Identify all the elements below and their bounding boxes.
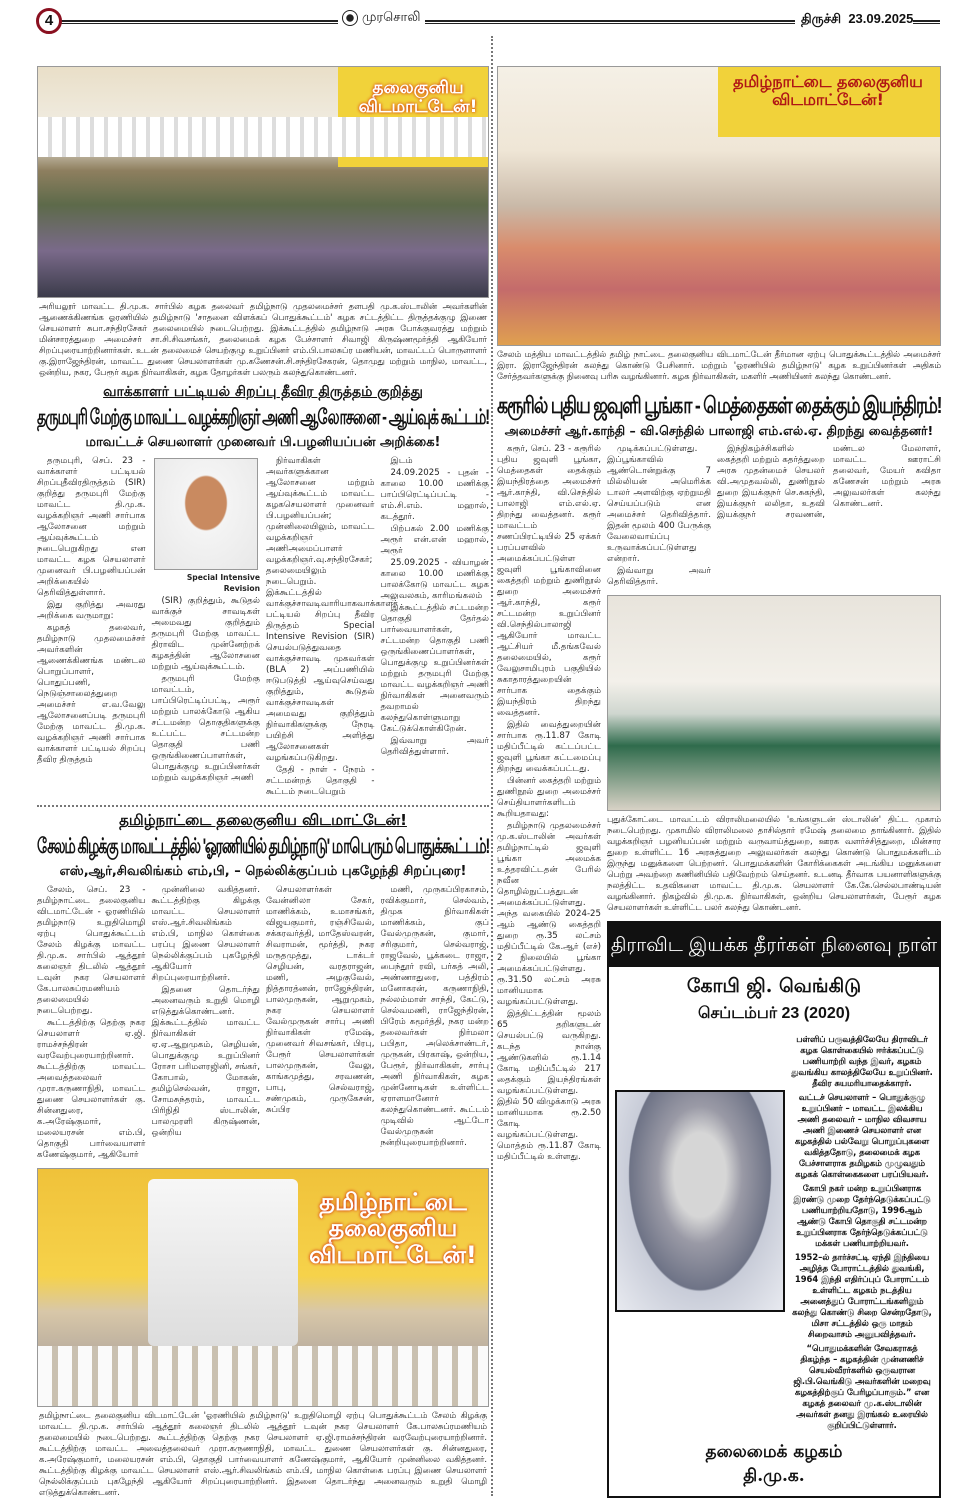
paragraph: கழகத் தலைவர், தமிழ்நாடு முதலமைச்சர் அவர்களின் ஆணைக்கிணங்க மண்டல பொறுப்பாளர், பொதுப்பணி, நெடுஞ்சாலைத்துறை அமைச்சர் எ.வ.வேலு ஆலோசனைப்படி தருமபுரி மேற்கு மாவட்ட தி.மு.க. வழக்கறிஞர் அணி சார்பாக வாக்காளர் பட்டியல் சிறப்பு தீவிர திருத்தம் — [37, 623, 146, 765]
paragraph: இவ்வாறு அவர் தெரிவித்தார். — [607, 566, 711, 587]
article2-column-4 — [381, 885, 490, 1162]
article2-headline: சேலம் கிழக்கு மாவட்டத்தில் 'ஓரணியில் தமிழ்நாடு' மாபெரும் பொதுக்கூட்டம்! — [37, 835, 489, 858]
paragraph: கூட்டத்திற்கு தெற்கு நகர செயலாளர் ஏ.ஜி. ராமச்சந்திரன் வரவேற்புரையாற்றினார். கூட்டத்திற்கு மாவட்ட அவைத்தலைவர் முரா.கருணாநிதி, மாவட்ட துணை செயலாளர்கள் கு. சின்னதுரை, க.அரேஷ்குமார், மலையரசன் எம்.பி, தொகுதி பார்வையாளர் கணேஷ்குமார், ஆகியோர் — [37, 1018, 146, 1160]
paragraph: இந்நிகழ்ச்சிகளில் கைத்தறி மற்றும் கதர்த்துறை அரசு முதன்மைச் செயலர் வி.அமுதவல்லி, துணிநூல் துறை இயக்குநர் செ.சுகந்தி, இயக்குநர் லலிதா, உதவி இயக்குநர் சரவணன், மண்டல மேலாளர், மாவட்ட ஊராட்சி தலைவர், மேயர் கவிதா கணேசன் மற்றும் அரசு அலுவலர்கள் கலந்து கொண்டனர். — [717, 444, 941, 520]
murasoli-logo-icon — [342, 10, 358, 26]
paragraph: மணி, முருகப்பிரகாசம், ரவிக்குமார், செல்வம், திமுக நிர்வாகிகள் மாணிக்கம், குப் வேல்முருகன், குமார், சரிகுமார், செல்வராஜ், ராஜவேல், பூக்கடை ராஜா, பைந்தூர் ரவி, பர்கத் அலி, அண்ணாதுரை, பத்திரம் மனோகரன், கருணாநிதி, நல்லம்மாள் சாந்தி, கேட்டு, செல்வமணி, ராஜேந்திரன், பிரேம் கமூர்த்தி, நகர மன்ற தலைவர்கள் நிர்மலா பபிதா, அலெக்சாண்டர், முருகன், பிரகாஷ், ஒன்றிய, பேரூர், நிர்வாகிகள், சார்பு அணி நிர்வாகிகள், கழக முன்னோடிகள் உள்ளிட்ட ஏராளமானோர் கலந்துகொண்டனர். கூட்டம் முடிவில் ஆட்டோ வேல்முருகன் நன்றியுரையாற்றினார். — [380, 885, 489, 1148]
article2-column-3 — [266, 885, 375, 1162]
edition-city: திருச்சி — [801, 11, 842, 26]
paragraph: இடம் — [390, 456, 413, 466]
article3-column-3 — [717, 444, 941, 589]
article2-subhead: எஸ்,ஆர்,சிவலிங்கம் எம்,பி, – நெல்லிக்குப்பம் புகழேந்தி சிறப்புரை! — [59, 864, 467, 879]
photo-caption-viralimalai: புதுக்கோட்டை மாவட்டம் விராலிமலையில் 'உங்களுடன் ஸ்டாலின்' திட்ட முகாம் நடைபெற்றது. முகாமில் விராலிமலை தாசில்தார் ரமேஷ் தலைமை தாங்கினார். இதில் வழக்கறிஞர் பழனியப்பன் மற்றும் வருவாய்த்துறை, ஊரக வளர்ச்சித்துறை, மின்சார துறை உள்ளிட்ட 16 அரசுத்துறை அலுவலர்கள் கலந்து கொண்டு பொதுமக்களிடம் இருந்து மனுக்களை பெற்றனர். பொதுமக்களின் கோரிக்கைகள் அடங்கிய மனுக்களை பெற்று அவற்றை கணினியில் பதிவேற்றம் செய்தனர். உடனடி தீர்வாக பயனாளிகளுக்கு நலத்திட்ட உதவிகளை மாவட்ட தி.மு.க. செயலாளர் கே.கே.செல்லபாண்டியன் வழங்கினார். நிகழ்வில் தி.மு.க. நிர்வாகிகள், ஒன்றிய செயலாளர்கள், பேரூர் கழக செயலாளர்கள் உள்ளிட்ட பலர் கலந்து கொண்டனர். — [607, 814, 941, 912]
article3-column-2 — [607, 444, 711, 589]
article3-body — [497, 444, 941, 1498]
article1-headline: தருமபுரி மேற்கு மாவட்ட வழக்கறிஞர் அணி ஆலோசனை - ஆய்வுக் கூட்டம்! — [37, 406, 489, 429]
paragraph: இதில் வைத்துறையின் சார்பாக ரூ.11.87 கோடி மதிப்பீட்டில் கட்டப்பட்ட ஜவுளி பூங்கா கட்டமைப்பு திறந்து வைக்கப்பட்டது. — [497, 720, 601, 774]
photo-caption-salem-central: சேலம் மத்திய மாவட்டத்தில் தமிழ் நாட்டை தலைகுனிய விடமாட்டேன் தீர்மான ஏற்பு பொதுக்கூட்டத்தில் அமைச்சர் இரா. இராஜேந்திரன் கலந்து கொண்டு பேசினார். மற்றும் 'ஓரணியில் தமிழ்நாடு' கழக உறுப்பினர்கள் அதிகம் சேர்த்தவர்களுக்கு நினைவு பரிசு வழங்கினார். கழக நிர்வாகிகள், மகளிர் அணியினர் கலந்து கொண்டனர். — [497, 349, 941, 381]
rally-photo-ariyalur — [37, 66, 489, 298]
memorial-portrait — [615, 1090, 785, 1312]
paragraph: 1952–ல் தார்ச்சட்டி ஏந்தி இந்தியை அழித்த போராட்டத்தில் துவங்கி, 1964 இந்தி எதிர்ப்புப் போராட்டம் உள்ளிட்ட கழகம் நடத்திய அனைத்துப் போராட்டங்களிலும் கலந்து கொண்டு சிறை சென்றதோடு, மிசா சட்டத்தில் ஒரு மாதம் சிறைவாசம் அனுபவித்தவர். — [792, 1252, 932, 1339]
paragraph: தருமபுரி மேற்கு மாவட்டம், பாப்பிரெட்டிப்பட்டி, அரூர் மற்றும் பாலக்கோடு ஆகிய சட்டமன்ற தொகுதிகளுக்கு உட்பட்ட சட்டமன்ற தொகுதி பணி ஒருங்கிணைப்பாளர்கள், பொதுக்குழு உறுப்பினர்கள் மற்றும் வழக்கறிஞர் அணி — [151, 674, 260, 783]
photo-banner-text: தலைகுனிய விடமாட்டேன்! — [358, 78, 478, 117]
paragraph: பின்னர் கைத்தறி மற்றும் துணிநூல் துறை அமைச்சர் செய்தியாளர்களிடம் கூறியதாவது: — [497, 776, 601, 819]
masthead — [338, 10, 425, 26]
article2-body — [37, 885, 489, 1162]
page-number: 4 — [36, 8, 62, 34]
article3-column-1 — [497, 444, 601, 1498]
memorial-biography — [791, 1034, 933, 1434]
article3-top-columns — [607, 444, 941, 589]
article2-column-2 — [152, 885, 261, 1162]
paragraph: இத்திட்டத்தின் மூலம் 65 தறிகளுடன் செயல்பட்டு வருகிறது. கடந்த நான்கு ஆண்டுகளில் ரூ.1.14 கோடி மதிப்பீட்டில் 217 தைக்கும் இயந்திரங்கள் வழங்கப்பட்டுள்ளது. இதில் 50 விழுக்காடு அரசு மானியமாக ரூ.2.50 கோடி வழங்கப்பட்டுள்ளது. மொத்தம் ரூ.11.87 கோடி மதிப்பீட்டில் உள்ளது. — [497, 1009, 601, 1162]
camp-photo-viralimalai — [607, 595, 941, 811]
article1-headline-box — [37, 402, 489, 434]
memorial-signature-2: தி.மு.க. — [743, 1466, 805, 1486]
article2-column-1 — [37, 885, 146, 1162]
paragraph: இது குறித்து அவரது அறிக்கை வருமாறு: — [37, 600, 146, 621]
paragraph: இக்கூட்டத்தில் சட்டமன்ற தொகுதி தேர்தல் பார்வையாளர்கள், சட்டமன்ற தொகுதி பணி ஒருங்கிணைப்பாளர்கள், பொதுக்குழு உறுப்பினர்கள் மற்றும் தருமபுரி மேற்கு மாவட்ட வழக்கறிஞர் அணி நிர்வாகிகள் அனைவரும் தவறாமல் கலந்துகொள்ளுமாறு கேட்டுக்கொள்கிறேன். — [380, 603, 489, 734]
paragraph: முன்னிலை வகித்தனர். கூட்டத்திற்கு கிழக்கு மாவட்ட செயலாளர் எஸ்.ஆர்.சிவலிங்கம் எம்.பி, மாநில கொள்கை பரப்பு இணை செயலாளர் நெல்லிக்குப்பம் புகழேந்தி ஆகியோர் சிறப்புரையாற்றினர். — [151, 885, 260, 983]
article3-subhead: அமைச்சர் ஆர்.காந்தி – வி.செந்தில் பாலாஜி எம்.எல்.ஏ. திறந்து வைத்தனர்! — [504, 423, 934, 438]
article1-subhead: மாவட்டச் செயலாளர் முனைவர் பி.பழனியப்பன் அறிக்கை! — [85, 435, 441, 450]
article1-column-4 — [381, 456, 490, 799]
memorial-box — [607, 921, 941, 1498]
paragraph: 25.09.2025 - வியாழன் காலை 10.00 மணிக்கு பாலக்கோடு மாவட்ட கழக அலுவலகம், காரிமங்கலம் — [380, 558, 489, 601]
rally-photo-salem-east — [37, 1168, 489, 1407]
paragraph: தேதி - நாள் - நேரம் - சட்டமன்றத் தொகுதி - கூட்டம் நடைபெறும் — [266, 765, 375, 797]
left-column — [37, 62, 489, 1498]
article1-column-1 — [37, 456, 146, 799]
paragraph: கரூர், செப். 23 - கரூரில் புதிய ஜவுளி பூங்கா, மெத்தைகள் தைக்கும் இயந்திரத்தை அமைச்சர் ஆர்.காந்தி, வி.செந்தில் பாலாஜி எம்.எல்.ஏ. திறந்து வைத்தனர். கரூர் மாவட்டம் சணப்பிரட்டியில் 25 ஏக்கர் பரப்பளவில் அமைக்கப்பட்டுள்ள ஜவுளி பூங்காவினை கைத்தறி மற்றும் துணிநூல் துறை அமைச்சர் ஆர்.காந்தி, கரூர் சட்டமன்ற உறுப்பினர் வி.செந்தில்பாலாஜி ஆகியோர் மாவட்ட ஆட்சியர் மீ.தங்கவேல் தலைமையில், கரூர் வேலுசாமிபுரம் பகுதியில் சுகாதாரத்துறையின் சார்பாக தைக்கும் இயந்திரம் திறந்து வைத்தனர். — [497, 444, 601, 718]
paragraph: (SIR) குறித்தும், கூடுதல் வாக்குச் சாவடிகள் அமைவது குறித்தும் தருமபுரி மேற்கு மாவட்ட திராவிட முன்னேற்றக் கழகத்தின் ஆலோசனை மற்றும் ஆய்வுக்கூட்டம். — [151, 596, 260, 672]
article2-kicker: தமிழ்நாட்டை தலைகுனிய விடமாட்டேன்! — [119, 811, 407, 829]
article1-body — [37, 456, 489, 799]
column-divider — [491, 36, 493, 1496]
paragraph: “பொதுமக்களின் சேவகராகத் திகழ்ந்த – கழகத்தின் முன்னணிச் செயல்வீரர்களில் ஒருவரான ஜி.பி.வெங்கிடு அவர்களின் மறைவு கழகத்திற்குப் பேரிழப்பாகும்.” என கழகத் தலைவர் மு.க.ஸ்டாலின் அவர்கள் தனது இரங்கல் உரையில் குறிப்பிட்டுள்ளார். — [793, 1343, 931, 1430]
paragraph: இவ்வாறு அவர் தெரிவித்துள்ளார். — [380, 736, 489, 757]
portrait-palaniyappan — [154, 458, 259, 570]
article3-headline-box — [497, 388, 941, 422]
paragraph: பிற்பகல் 2.00 மணிக்கு அரூர் என்.என் மஹால், அரூர் — [380, 524, 489, 556]
paragraph: சேலம், செப். 23 - தமிழ்நாட்டை தலைகுனிய விடமாட்டேன் - ஓரணியில் தமிழ்நாடு உறுதிமொழி ஏற்பு பொதுக்கூட்டம் சேலம் கிழக்கு மாவட்ட தி.மு.க. சார்பில் ஆத்தூர் கலைஞர் திடலில் ஆத்தூர் டவுன் நகர செயலாளர் கே.பாலசுப்ரமணியம் தலைமையில் நடைபெற்றது. — [37, 885, 146, 1016]
paragraph: 24.09.2025 - புதன் - காலை 10.00 மணிக்கு பாப்பிரெட்டிப்பட்டி - எம்.சி.எம். மஹால், கடத்தூர். — [380, 468, 489, 522]
article1-kicker: வாக்காளர் பட்டியல் சிறப்பு தீவிர திருத்தம் குறித்து — [103, 384, 423, 400]
memorial-date: செப்டம்பர் 23 (2020) — [697, 1005, 851, 1022]
paragraph: தருமபுரி, செப். 23 - வாக்காளர் பட்டியல் சிறப்புதீவிரதிருத்தம் (SIR) குறித்து தருமபுரி மேற்கு மாவட்ட தி.மு.க. வழக்கறிஞர் அணி சார்பாக ஆலோசனை மற்றும் ஆய்வுக்கூட்டம் நடைபெறுகிறது என மாவட்ட கழக செயலாளர் முனைவர் பி.பழனியப்பன் அறிக்கையில் தெரிவித்துள்ளார். — [37, 456, 146, 598]
dateline — [795, 11, 913, 28]
article2-headline-box — [37, 831, 489, 863]
right-column — [497, 62, 941, 1498]
memorial-signature-1: தலைமைக் கழகம் — [705, 1442, 843, 1462]
portrait-caption: Special Intensive Revision — [186, 573, 260, 593]
paragraph: கோபி நகர் மன்ற உறுப்பினராக இரண்டு முறை தேர்ந்தெடுக்கப்பட்டு பணியாற்றியதோடு, 1996ஆம் ஆண்டு கோபி தொகுதி சட்டமன்ற உறுப்பினராக தேர்ந்தெடுக்கப்பட்டு மக்கள் பணியாற்றியவர். — [793, 1183, 931, 1248]
photo-caption-ariyalur: அரியலூர் மாவட்ட தி.மு.க. சார்பில் கழக தலைவர் தமிழ்நாடு முதலமைச்சர் தளபதி மு.க.ஸ்டாலின் அவர்களின் ஆணைக்கிணங்க ஓரணியில் தமிழ்நாடு 'சாதனை விளக்கப் பொதுக்கூட்டம்' கழக சட்டத்திட்ட திருத்தக்குழு இணை செயலாளர் சுபா.சந்திரசேகர் தலைமையில் நடைபெற்றது. இக்கூட்டத்தில் தமிழ்நாடு அரசு போக்குவரத்து மற்றும் மின்சாரத்துறை அமைச்சர் சா.சி.சிவசங்கர், தலைமைக் கழக பேச்சாளர் சிவாஜி கிருஷ்ணமூர்த்தி ஆகியோர் சிறப்புரையாற்றினார்கள். உடன் தலைமைச் செயற்குழு உறுப்பினர் எம்.பி.பாலசுப்ர மணியன், மாவட்டப் பொருளாளர் கு.இராஜேந்திரன், மாவட்ட துணை செயலாளர்கள் மு.கணேசன்.சி.சந்திரசேகரன், தொமுது மற்றும் மாநில, மாவட்ட, ஒன்றிய, நகர, பேரூர் கழக நிர்வாகிகள், கழக தோழர்கள் பலரும் கலந்துகொண்டனர். — [39, 301, 487, 377]
paragraph: முடிக்கப்பட்டுள்ளது. இப்பூங்காவில் ஆண்டொன்றுக்கு 7 மில்லியன் அமெரிக்க டாலர் அளவிற்கு ஏற்றுமதி செய்யப்படும் என அமைச்சர் தெரிவித்தார். இதன் மூலம் 400 பேருக்கு வேலைவாய்ப்பு உருவாக்கப்பட்டுள்ளது என்றார். — [607, 444, 711, 564]
paragraph: பள்ளிப் பருவத்திலேயே திராவிடர் கழக கொள்கையில் ஈர்க்கப்பட்டு பணியாற்றி வந்த இவர், கழகம் துவங்கிய காலத்திலேயே உறுப்பினர். தீவிர சுயமரியாதைக்காரர். — [791, 1034, 933, 1088]
paragraph: இதனை தொடர்ந்து அனைவரும் உறுதி மொழி எடுத்துக்கொண்டனர். இக்கூட்டத்தில் மாவட்ட நிர்வாகிகள் ஏ.ஏ.ஆறுமுகம், செழியன், பொதுக்குழு உறுப்பினர் ரோசா பரிமளரஜினி, சங்கர், கோபால், மோகன், தமிழ்செல்வன், ராஜா, சோமசுந்தரம், மாவட்ட பிரிநிதி ஸ்டாலின், பாலமுரளி கிருஷ்ணன், ஒன்றிய — [151, 985, 260, 1138]
article3-right-area — [607, 444, 941, 1498]
section-divider — [37, 805, 489, 807]
memorial-name: கோபி ஜி. வெங்கிடு — [686, 975, 862, 997]
memorial-title: திராவிட இயக்க தீரர்கள் நினைவு நாள் — [609, 923, 939, 967]
article1-column-2 — [152, 456, 261, 799]
paragraph: செயலாளர்கள் வேன்னிலா சேகர், மாணிக்கம், உமாசங்கர், விஜயகுமார், ரஞ்சிவேல், சக்கரவர்த்தி, மாதேஸ்வரன், சிவராமன், மூர்த்தி, நகர மருதமுத்து, டாக்டர் செழியன், வரதராஜன், மணி, அழகுவேல், நித்தாரத்னன், ராஜேந்திரன், பாலமுருகன், ஆறுமுகம், நகர செயலாளர் வேல்முருகன் சார்பு அணி நிர்வாகிகள் ரமேஷ், முனைவர் சிவசங்கர், பிரபு, பேரூர் செயலாளர்கள் பாலமுருகன், வேலு, காங்கமுத்து, சரவணன், பாபு, செல்வராஜ், சண்முகம், முருகேசன், சுப்பிர — [266, 885, 375, 1115]
edition-date: 23.09.2025 — [848, 11, 914, 26]
photo-caption-salem-east: தமிழ்நாட்டை தலைகுனிய விடமாட்டேன் 'ஓரணியில் தமிழ்நாடு' உறுதிமொழி ஏற்பு பொதுக்கூட்டம் சேலம் கிழக்கு மாவட்ட தி.மு.க. சார்பில் ஆத்தூர் கலைஞர் திடலில் ஆத்தூர் டவுன் நகர செயலாளர் கே.பாலசுப்ரமணியம் தலைமையில் நடைபெற்றது. கூட்டத்திற்கு தெற்கு நகர செயலாளர் ஏ.ஜி.ராமச்சந்திரன் வரவேற்புரையாற்றினார். கூட்டத்திற்கு மாவட்ட அவைத்தலைவர் முரா.கருணாநிதி, மாவட்ட துணை செயலாளர்கள் கு. சின்னதுரை, க.அரேஷ்குமார், மலையரசன் எம்.பி, தொகுதி பார்வையாளர் கணேஷ்குமார், ஆகியோர் முன்னிலை வகித்தனர். கூட்டத்திற்கு கிழக்கு மாவட்ட செயலாளர் எஸ்.ஆர்.சிவலிங்கம் எம்.பி, மாநில கொள்கை பரப்பு இணை செயலாளர் நெல்லிக்குப்பம் புகழேந்தி ஆகியோர் சிறப்புரையாற்றினர். இதனை தொடர்ந்து அனைவரும் உறுதி மொழி எடுத்துக்கொண்டனர். — [39, 1410, 487, 1497]
paragraph: வட்டச் செயலாளர் – பொதுக்குழு உறுப்பினர் – மாவட்ட இலக்கிய அணி தலைவர் – மாநில விவசாய அணி இணைச் செயலாளர் என கழகத்தில் பல்வேறு பொறுப்புகளை வகித்ததோடு, தலைமைக் கழக பேச்சாளராக தமிழகம் முழுவதும் கழகக் கொள்கைகளை பரப்பியவர். — [794, 1092, 930, 1179]
article1-column-3 — [266, 456, 398, 799]
paragraph: நிர்வாகிகள் அவர்களுக்கான ஆலோசனை மற்றும் ஆய்வுக்கூட்டம் மாவட்ட கழகசெயலாளர் முனைவர் பி.பழனியப்பன்; முன்னிலையிலும், மாவட்ட வழக்கறிஞர் அணிஅமைப்பாளர் வழக்கறிஞர்.வு.சந்திரசேகர்; தலைமையிலும் நடைபெறும். இக்கூட்டத்தில் வாக்குச்சாவடிவாரியாகவாக்காளர் பட்டியல் சிறப்பு தீவிர திருத்தம் Special Intensive Revision (SIR) செயல்படுத்துவதை வாக்குச்சாவடி முகவர்கள் (BLA 2) அப்பணியில் ஈடுபடுத்தி ஆய்வுசெய்வது குறித்தும், கூடுதல் வாக்குச்சாவடிகள் அமைவது குறித்தும் நிர்வாகிகளுக்கு நேரடி பயிற்சி அளித்து ஆலோசனைகள் வழங்கப்படுகிறது. — [266, 456, 398, 763]
photo-banner-text: தமிழ்நாட்டை தலைகுனிய விடமாட்டேன்! — [309, 1188, 477, 1269]
masthead-title: முரசொலி — [362, 10, 421, 25]
paragraph: தமிழ்நாடு முதலமைச்சர் மு.க.ஸ்டாலின் அவர்கள் தமிழ்நாட்டில் ஜவுளி பூங்கா அமைக்க உத்தரவிட்டதன் பேரில் நவீன தொழில்நுட்பத்துடன் அமைக்கப்பட்டுள்ளது. அந்த வகையில் 2024-25 ஆம் ஆண்டு கைத்தறி துறை ரூ.35 லட்சம் மதிப்பீட்டில் கே.ஆர் (எச்) 2 நிலையில் பூங்கா அமைக்கப்பட்டுள்ளது. ரூ.31.50 லட்சம் அரசு மானியமாக வழங்கப்பட்டுள்ளது. — [497, 821, 601, 1007]
photo-banner-text: தமிழ்நாட்டை தலைகுனிய விடமாட்டேன்! — [733, 72, 923, 109]
rally-photo-salem-central — [497, 66, 941, 346]
article3-headline: கரூரில் புதிய ஜவுளி பூங்கா - மெத்தைகள் தைக்கும் இயந்திரம்! — [497, 392, 941, 418]
memorial-content — [615, 1034, 933, 1434]
